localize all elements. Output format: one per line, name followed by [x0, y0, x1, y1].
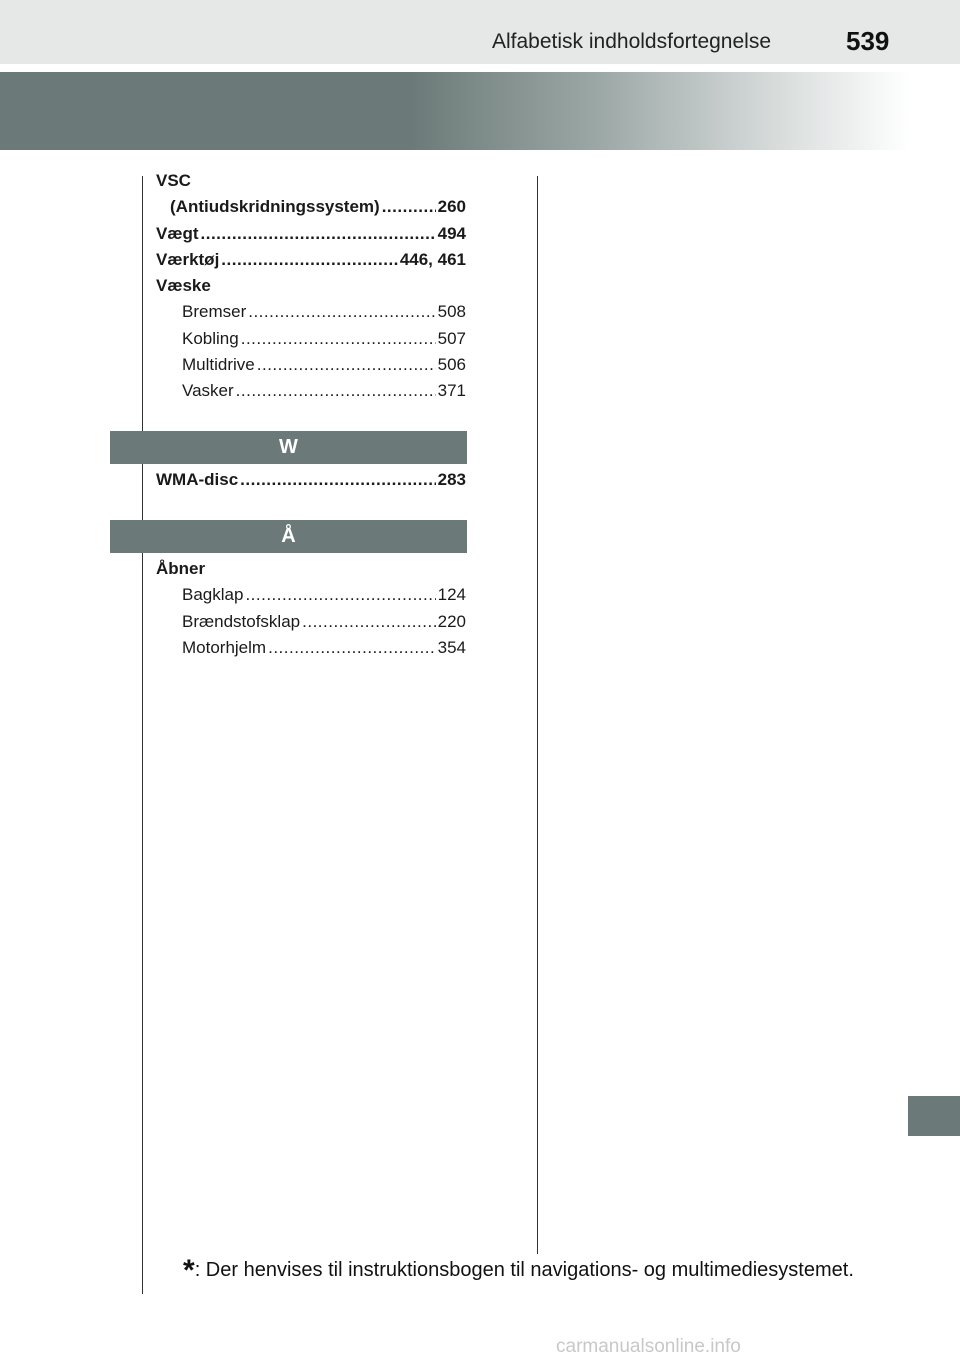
leader-dots [201, 221, 436, 247]
index-entry[interactable] [156, 467, 466, 493]
leader-dots [248, 299, 435, 325]
leader-dots [268, 635, 436, 661]
leader-dots [221, 247, 398, 273]
index-section-v [156, 168, 466, 405]
leader-dots [257, 352, 436, 378]
footnote [183, 1254, 854, 1288]
watermark: carmanualsonline.info [556, 1336, 741, 1357]
index-entry-page: 507 [437, 328, 466, 348]
index-entry[interactable] [156, 582, 466, 608]
section-letter-aa: Å [110, 520, 467, 553]
chapter-tab [908, 1096, 960, 1136]
index-entry[interactable] [156, 609, 466, 635]
index-entry-label: (Antiudskridningssystem) [170, 197, 380, 217]
column-divider-middle [537, 176, 538, 1254]
section-letter-w: W [110, 431, 467, 464]
index-entry-label: Vasker [182, 381, 234, 401]
footnote-marker: * [183, 1254, 195, 1287]
index-entry-label: Bremser [182, 302, 247, 322]
index-entry-label: Værktøj [156, 249, 220, 269]
leader-dots [245, 582, 435, 608]
index-entry[interactable] [156, 247, 466, 273]
index-entry[interactable] [156, 221, 466, 247]
leader-dots [240, 467, 435, 493]
index-entry-page: 506 [437, 355, 466, 375]
index-section-aa [156, 556, 466, 661]
index-entry-page: 446, 461 [399, 249, 466, 269]
index-entry-page: 354 [437, 637, 466, 657]
index-heading-vsc: VSC [156, 171, 191, 190]
index-entry-label: WMA-disc [156, 470, 239, 489]
index-entry-page: 283 [437, 470, 466, 489]
index-entry[interactable] [156, 352, 466, 378]
index-entry[interactable] [156, 299, 466, 325]
index-entry-label: Motorhjelm [182, 637, 267, 657]
index-entry-label: Vægt [156, 223, 199, 243]
index-entry-page: 508 [437, 302, 466, 322]
leader-dots [236, 378, 436, 404]
index-entry[interactable] [156, 194, 466, 220]
index-heading-vaeske: Væske [156, 276, 211, 296]
index-entry-label: Bagklap [182, 585, 244, 605]
index-entry[interactable] [156, 326, 466, 352]
column-divider-left [142, 176, 143, 1294]
page-header-bar [0, 0, 960, 64]
index-entry-page: 220 [437, 611, 466, 631]
index-entry-page: 371 [437, 381, 466, 401]
page-header-title: Alfabetisk indholdsfortegnelse [492, 30, 772, 53]
leader-dots [302, 609, 436, 635]
index-entry-page: 260 [437, 197, 466, 217]
leader-dots [241, 326, 436, 352]
index-entry-label: Brændstofsklap [182, 611, 301, 631]
index-entry[interactable] [156, 635, 466, 661]
index-heading-aabner: Åbner [156, 559, 206, 578]
footnote-text: : Der henvises til instruktionsbogen til navigations- og multimediesystemet. [194, 1259, 854, 1281]
index-entry-page: 494 [437, 223, 466, 243]
index-entry-label: Multidrive [182, 355, 255, 375]
leader-dots [382, 194, 436, 220]
index-section-w [156, 467, 466, 493]
index-entry-label: Kobling [182, 328, 239, 348]
index-entry-page: 124 [437, 585, 466, 605]
page-number: 539 [846, 26, 890, 56]
header-banner [0, 72, 910, 150]
index-entry[interactable] [156, 378, 466, 404]
